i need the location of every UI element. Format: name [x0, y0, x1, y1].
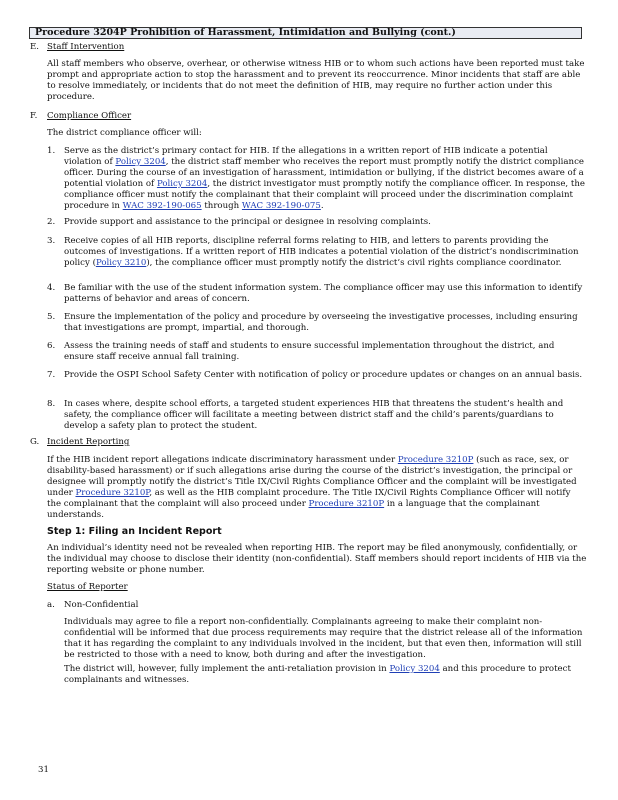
procedure-link[interactable]: Procedure 3210P [397, 455, 474, 465]
list-item: In cases where, despite school efforts, a targeted student experiences HIB that threatens the student’s health and safety, the compliance officer will facilitate a meeting between district staff and the child’s parents/guardians to develop a safety plan to protect the student. [64, 399, 564, 431]
procedure-link[interactable]: Procedure 3210P [75, 488, 150, 498]
section-f-intro: The district compliance officer will: [47, 128, 202, 138]
policy-link[interactable]: Policy 3204 [115, 157, 166, 167]
list-item: Receive copies of all HIB reports, discipline referral forms relating to HIB, and letters to parents providing the outcomes of investigations. If a written report of HIB indicates a potential violation of the district’s nondiscrimination policy (Policy 3210), the compliance officer must promptly notify the district’s civil rights compliance coordinator. [64, 236, 579, 268]
list-item: Provide the OSPI School Safety Center with notification of policy or procedure updates or changes on an annual basis. [64, 370, 583, 380]
section-f-letter: F. [30, 111, 38, 121]
section-e-title: Staff Intervention [47, 42, 125, 52]
list-item-number: 2. [47, 217, 56, 227]
step-1-body: An individual’s identity need not be revealed when reporting HIB. The report may be filed anonymously, confidentially, or the individual may choose to disclose their identity (non-confidential). Staff members should report incidents of HIB via the reporting website or phone number. [47, 543, 587, 575]
list-item-number: 4. [47, 283, 56, 293]
section-g-title: Incident Reporting [47, 437, 130, 447]
list-item: Provide support and assistance to the principal or designee in resolving complaints. [64, 217, 431, 227]
section-g-letter: G. [30, 437, 40, 447]
anti-retaliation-paragraph: The district will, however, fully implement the anti-retaliation provision in Policy 3204 and this procedure to protect complainants and witnesses. [64, 664, 571, 685]
wac-link[interactable]: WAC 392-190-075 [241, 201, 321, 211]
subsection-a-title: Non-Confidential [64, 600, 139, 610]
section-e-letter: E. [30, 42, 40, 52]
procedure-link[interactable]: Procedure 3210P [308, 499, 385, 509]
page-header: Procedure 3204P Prohibition of Harassment, Intimidation and Bullying (cont.) [29, 27, 582, 39]
policy-link[interactable]: Policy 3204 [389, 664, 440, 674]
list-item-number: 8. [47, 399, 56, 409]
list-item-number: 3. [47, 236, 56, 246]
list-item: Serve as the district’s primary contact for HIB. If the allegations in a written report of HIB indicate a potential violation of Policy 3204, the district staff member who receives the report must promptly notify the district compliance officer. During the course of an investigation of harassment, intimidation or bullying, if the district becomes aware of a potential violation of Policy 3204, the district investigator must promptly notify the compliance officer. In response, the compliance officer must notify the complainant that their complaint will proceed under the discrimination complaint procedure in WAC 392-190-065 through WAC 392-190-075. [64, 146, 585, 211]
list-item: Ensure the implementation of the policy and procedure by overseeing the investigative processes, including ensuring that investigations are prompt, impartial, and thorough. [64, 312, 578, 333]
list-item: Assess the training needs of staff and students to ensure successful implementation throughout the district, and ensure staff receive annual fall training. [64, 341, 555, 362]
policy-link[interactable]: Policy 3204 [156, 179, 208, 189]
subsection-a-letter: a. [47, 600, 55, 610]
list-item-number: 6. [47, 341, 56, 351]
section-f-title: Compliance Officer [47, 111, 132, 121]
list-item: Be familiar with the use of the student information system. The compliance officer may use this information to identify patterns of behavior and areas of concern. [64, 283, 583, 304]
non-confidential-paragraph: Individuals may agree to file a report non-confidentially. Complainants agreeing to make their complaint non-confidential will be informed that due process requirements may require that the district release all of the information that it has regarding the complaint to any individuals involved in the incident, but that even then, information will still be restricted to those with a need to know, both during and after the investigation. [64, 617, 583, 660]
step-1-heading: Step 1: Filing an Incident Report [47, 526, 222, 537]
section-g-body: If the HIB incident report allegations indicate discriminatory harassment under Procedure 3210P (such as race, sex, or disability-based harassment) or if such allegations arise during the course of the district’s investigation, the principal or designee will promptly notify the district’s Title IX/Civil Rights Compliance Officer and the complaint will be investigated under Procedure 3210P, as well as the HIB complaint procedure. The Title IX/Civil Rights Compliance Officer will notify the complainant that the complaint will also proceed under Procedure 3210P in a language that the complainant understands. [47, 455, 577, 520]
section-e-body: All staff members who observe, overhear, or otherwise witness HIB or to whom such actions have been reported must take prompt and appropriate action to stop the harassment and to prevent its reoccurrence. Minor incidents that staff are able to resolve immediately, or incidents that do not meet the definition of HIB, may require no further action under this procedure. [47, 59, 585, 102]
policy-link[interactable]: Policy 3210 [95, 258, 147, 268]
page-number: 31 [38, 765, 49, 775]
list-item-number: 7. [47, 370, 56, 380]
list-item-number: 5. [47, 312, 56, 322]
status-of-reporter-heading: Status of Reporter [47, 582, 128, 592]
wac-link[interactable]: WAC 392-190-065 [122, 201, 202, 211]
list-item-number: 1. [47, 146, 56, 156]
